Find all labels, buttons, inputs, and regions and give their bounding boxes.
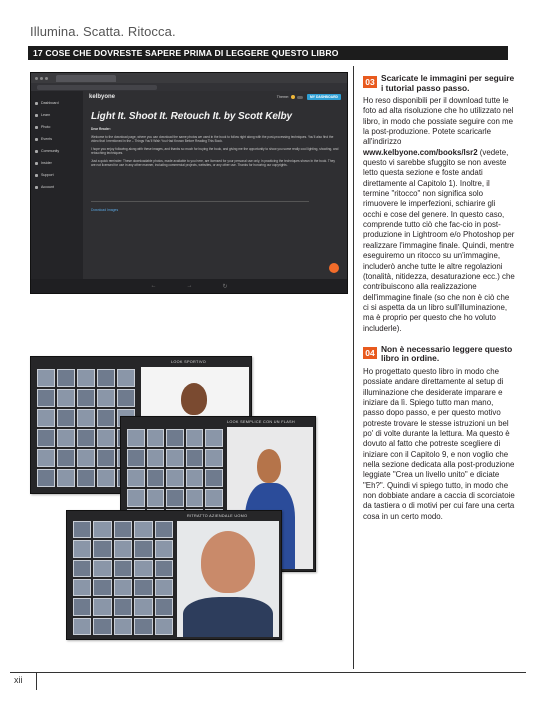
sidebar-item-photo: Photo <box>31 121 83 133</box>
site-topbar <box>83 91 347 103</box>
contact-sheet-title: RITRATTO AZIENDALE UOMO <box>187 514 248 518</box>
sidebar-item-learn: Learn <box>31 109 83 121</box>
section-title: Scaricate le immagini per seguire i tutorial passo passo. <box>381 73 515 93</box>
intro-paragraph-2: I hope you enjoy following along with these images, and thanks so much for buying the book, and giving me the opportunity to show you some really cool lighting, shooting, and retouching techniques. <box>91 146 339 155</box>
column-rule <box>353 66 354 669</box>
section-04-header <box>363 345 515 364</box>
forward-arrow-icon: → <box>186 283 193 289</box>
section-04-body: Ho progettato questo libro in modo che possiate andare direttamente al setup di illuminazione che desiderate imparare e iniziare da lì. Spiego tutto man mano, passo dopo passo, e per questo motivo potreste trovare le stesse istruzioni un bel po' di volte durante la lettura. Ma questo è dovuto al fatto che potreste scegliere di iniziare con il Capitolo 9, e non voglio che nella sezione dedicata alla post-produzione leggiate "Crea un livello unito" e diciate "Eh?". Quindi vi spiego tutto, in modo che non dobbiate andare a caccia di scorciatoie da tastiera o di motivi per cui fare una certa cosa in un certo modo. <box>363 366 515 521</box>
play-icon <box>35 114 38 117</box>
download-url: www.kelbyone.com/books/lsr2 <box>363 147 478 157</box>
divider <box>91 201 309 202</box>
sun-icon <box>291 95 295 99</box>
chapter-bar: 17 COSE CHE DOVRESTE SAPERE PRIMA DI LEGGERE QUESTO LIBRO <box>28 46 508 60</box>
toggle-icon <box>297 96 303 99</box>
sidebar-item-account: Account <box>31 181 83 193</box>
running-title: Illumina. Scatta. Ritocca. <box>30 24 176 39</box>
address-bar <box>31 83 347 91</box>
download-page-title: Light It. Shoot It. Retouch It. by Scott Kelby <box>91 111 292 122</box>
contact-sheet-title: LOOK SPORTIVO <box>171 360 207 364</box>
help-icon <box>35 174 38 177</box>
sidebar-item-support: Support <box>31 169 83 181</box>
sidebar-item-community: Community <box>31 145 83 157</box>
section-number-badge: 03 <box>363 76 377 88</box>
mail-icon <box>35 162 38 165</box>
download-images-link: Download Images <box>91 208 119 212</box>
contact-sheet-corporate <box>66 510 282 640</box>
browser-footer <box>31 279 347 293</box>
browser-chrome <box>31 73 347 83</box>
sidebar-item-insider: Insider <box>31 157 83 169</box>
sidebar-item-events: Events <box>31 133 83 145</box>
dashboard-button: MY DASHBOARD <box>307 94 341 100</box>
kelbyone-logo: kelbyone <box>89 94 116 100</box>
user-icon <box>35 186 38 189</box>
people-icon <box>35 150 38 153</box>
intro-paragraph-1: Welcome to the download page, where you can download the same photos we used in the book to follow right along with the post-processing techniques. You'll also find the video that I mentioned in the – Things You'll Wish You Had Known Before Reading This Book. <box>91 134 334 143</box>
chat-icon <box>329 263 339 273</box>
calendar-icon <box>35 138 38 141</box>
section-03-body: Ho reso disponibili per il download tutte le foto ad alta risoluzione che ho utilizzato nel libro, in modo che possiate seguire con me la post-produzione. Potete scaricarle all'indirizzo www.kelbyone.com/books/lsr2 (vedete, questo vi sarebbe sfuggito se non aveste letto questa sezione e foste andati direttamente al Capitolo 1). Inoltre, il termine "ritocco" non significa solo rimuovere le imperfezioni, schiarire gli occhi e cose del genere. In questo caso, comprende tutto ciò che fac-cio in post-produzione in Lightroom e/o Photoshop per realizzare l'immagine finale. Quindi, mentre eseguiremo un ritocco su un'immagine, includerò anche tutte le altre regolazioni (tonalità, nitidezza, desaturazione ecc.) che contribuiscono alla realizzazione dell'immagine finale (so che non è ciò che ci si aspetta da un libro sull'illuminazione, ma è proprio per questo che ho voluto includerle). <box>363 96 515 333</box>
camera-icon <box>35 126 38 129</box>
intro-paragraph-3: Just a quick reminder: These downloadable photos, made available to you here, are licensed for your personal use only, in practicing the techniques shown in the book. They are not licensed for use in any other manner, including commercial projects, websites, or any other use. Thanks for honoring our copyrights. <box>91 158 335 167</box>
home-icon <box>35 102 38 105</box>
folio-divider <box>36 672 37 690</box>
text-column <box>363 74 515 522</box>
section-title: Non è necessario leggere questo libro in ordine. <box>381 343 513 364</box>
sidebar-item-dashboard: Dashboard <box>31 97 83 109</box>
page-number: xii <box>14 675 23 685</box>
site-main <box>83 91 347 279</box>
footer-rule <box>10 672 526 673</box>
contact-sheet-title: LOOK SEMPLICE CON UN FLASH <box>227 420 295 424</box>
browser-tab <box>56 75 116 82</box>
section-03-header <box>363 74 515 93</box>
greeting: Dear Reader: <box>91 127 111 131</box>
download-page-screenshot <box>30 72 348 294</box>
site-sidebar <box>31 91 83 279</box>
theme-toggle: Theme: <box>277 95 303 99</box>
section-number-badge: 04 <box>363 347 377 359</box>
thumbnail-grid <box>73 521 173 635</box>
corporate-portrait-photo <box>177 521 279 637</box>
back-arrow-icon: ← <box>150 283 157 289</box>
refresh-icon: ↻ <box>222 283 228 290</box>
